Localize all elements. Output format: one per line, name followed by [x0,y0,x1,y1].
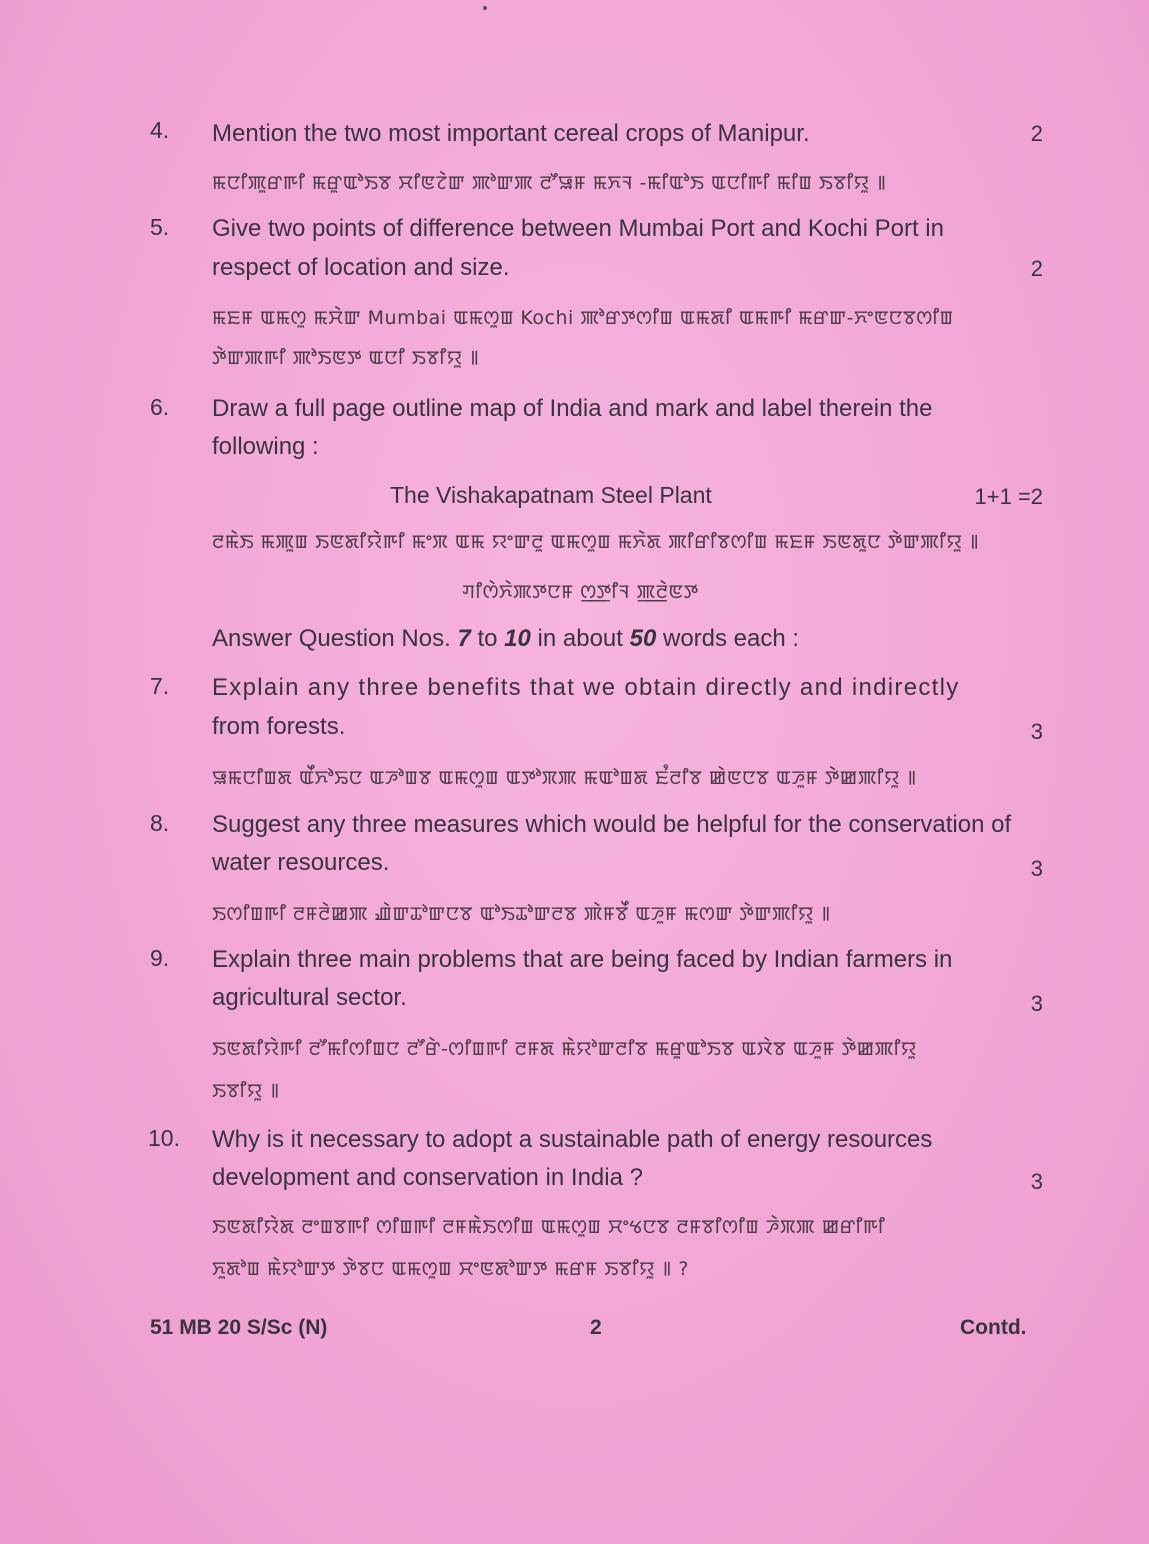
question-text-line2: water resources. [212,849,390,876]
manipuri-translation: ꯏꯁꯤꯡꯒꯤ ꯂꯝꯂꯥꯀꯄ ꯉꯥꯛꯊꯣꯛꯅꯕ ꯑꯣꯏꯊꯣꯛꯂꯕ ꯄꯥꯝꯕꯩ ꯑꯍꯨꯝ ꯃꯁꯛ ꯇꯥꯛꯄꯤꯌꯨ ꯫ [212,903,831,925]
marks: 3 [1030,719,1043,744]
question-number: 9. [150,945,170,971]
page-number: 2 [590,1316,602,1339]
question-text-line1: Draw a full page outline map of India and mark and label therein the [212,395,933,422]
question-number: 10. [148,1125,180,1151]
manipuri-translation: ꯎꯃꯅꯤꯡꯗ ꯑꯩꯈꯣꯢꯅ ꯑꯍꯣꯡꯕ ꯑꯃꯁꯨꯡ ꯑꯇꯣꯞꯄ ꯃꯑꯣꯡꯗ ꯐꯪꯂꯤꯕ ꯀꯥꯟꯅꯕ ꯑꯍꯨꯝ ꯇꯥꯀꯄꯤꯌꯨ ꯫ [212,767,917,789]
scan-speck [483,6,487,10]
section-instruction: Answer Question Nos. 7 to 10 in about 50 words each : [212,625,800,652]
manipuri-translation-line2: ꯈꯨꯗꯣꯡ ꯃꯥꯌꯣꯛꯇ ꯇꯥꯕꯅ ꯑꯃꯁꯨꯡ ꯆꯦꯟꯗꯣꯛꯇ ꯃꯔꯝ ꯏꯕꯤꯌꯨ ꯫ ? [212,1258,689,1280]
manipuri-translation-line1: ꯂꯃꯥꯏ ꯃꯄꯨꯡ ꯏꯟꯗꯤꯌꯥꯒꯤ ꯃꯦꯞ ꯑꯃ ꯌꯦꯛꯂꯨ ꯑꯃꯁꯨꯡ ꯃꯈꯥꯗ ꯄꯤꯔꯤꯕꯁꯤꯡ ꯃꯐꯝ ꯏꯟꯗꯨꯅ ꯇꯥꯛꯄꯤꯌꯨ ꯫ [212,531,980,553]
manipuri-translation-line2: ꯏꯕꯤꯌꯨ ꯫ [212,1080,280,1102]
question-number: 5. [150,214,170,240]
question-number: 8. [150,810,170,836]
manipuri-translation-line1: ꯏꯟꯗꯤꯌꯥꯗ ꯂꯦꯡꯕꯒꯤ ꯁꯤꯡꯒꯤ ꯂꯝꯃꯥꯏꯁꯤꯡ ꯑꯃꯁꯨꯡ ꯆꯦꯠꯅꯕ ꯂꯝꯕꯤꯁꯤꯡ ꯍꯥꯞꯄ ꯀꯔꯤꯒꯤ [212,1216,886,1238]
question-text-line1: Explain three main problems that are being faced by Indian farmers in [212,946,953,973]
question-text-line1: Explain any three benefits that we obtain directly and indirectly [212,674,960,701]
question-text-line1: Suggest any three measures which would be helpful for the conservation of [212,811,1012,838]
manipuri-translation: ꯃꯅꯤꯄꯨꯔꯒꯤ ꯃꯔꯨꯑꯣꯏꯕ ꯆꯤꯟꯖꯥꯛ ꯄꯣꯛꯄ ꯂꯧꯎꯝ ꯃꯈꯜ -ꯃꯤꯑꯣꯏ ꯑꯅꯤꯒꯤ ꯃꯤꯡ ꯏꯕꯤꯌꯨ ꯫ [212,172,887,194]
manipuri-translation-line2: ꯇꯥꯛꯄꯒꯤ ꯄꯣꯏꯟꯇ ꯑꯅꯤ ꯏꯕꯤꯌꯨ ꯫ [212,347,480,369]
question-number: 6. [150,394,170,420]
question-text-line1: Give two points of difference between Mumbai Port and Kochi Port in [212,215,944,242]
manipuri-translation-line1: ꯏꯟꯗꯤꯌꯥꯒꯤ ꯂꯧꯃꯤꯁꯤꯡꯅ ꯂꯧꯔꯥ-ꯁꯤꯡꯒꯤ ꯂꯝꯗ ꯃꯥꯌꯣꯛꯂꯤꯕ ꯃꯔꯨꯑꯣꯏꯕ ꯑꯋꯥꯕ ꯑꯍꯨꯝ ꯇꯥꯀꯄꯤꯌꯨ [212,1038,917,1060]
marks: 2 [1030,121,1043,146]
question-text: Mention the two most important cereal crops of Manipur. [212,120,810,147]
continued-label: Contd. [960,1316,1027,1339]
question-number: 7. [150,673,170,699]
paper-code: 51 MB 20 S/Sc (N) [150,1316,328,1339]
manipuri-translation-line1: ꯃꯐꯝ ꯑꯃꯁꯨ ꯃꯆꯥꯛ Mumbai ꯑꯃꯁꯨꯡ Kochi ꯄꯣꯔꯇꯁꯤꯡ ꯑꯃꯗꯤ ꯑꯃꯒꯤ ꯃꯔꯛ-ꯈꯦꯟꯅꯕꯁꯤꯡ [212,307,954,329]
marks: 1+1 =2 [974,484,1043,509]
manipuri-translation-line2: ꯚꯤꯁꯥꯈꯥꯄꯇꯅꯝ ꯁ꯭ꯇꯤꯜ ꯄ꯭ꯂꯥꯟꯇ [462,581,699,603]
question-number: 4. [150,117,170,143]
question-text-line2: agricultural sector. [212,984,407,1011]
question-text-line2: development and conservation in India ? [212,1164,643,1191]
question-text-line1: Why is it necessary to adopt a sustainable path of energy resources [212,1126,933,1153]
marks: 3 [1030,991,1043,1016]
question-text-line2: from forests. [212,713,346,740]
marks: 3 [1030,856,1043,881]
question-text-line2: following : [212,433,319,460]
marks: 3 [1030,1169,1043,1194]
question-text-line2: respect of location and size. [212,254,510,281]
marks: 2 [1030,256,1043,281]
map-item: The Vishakapatnam Steel Plant [390,482,712,508]
